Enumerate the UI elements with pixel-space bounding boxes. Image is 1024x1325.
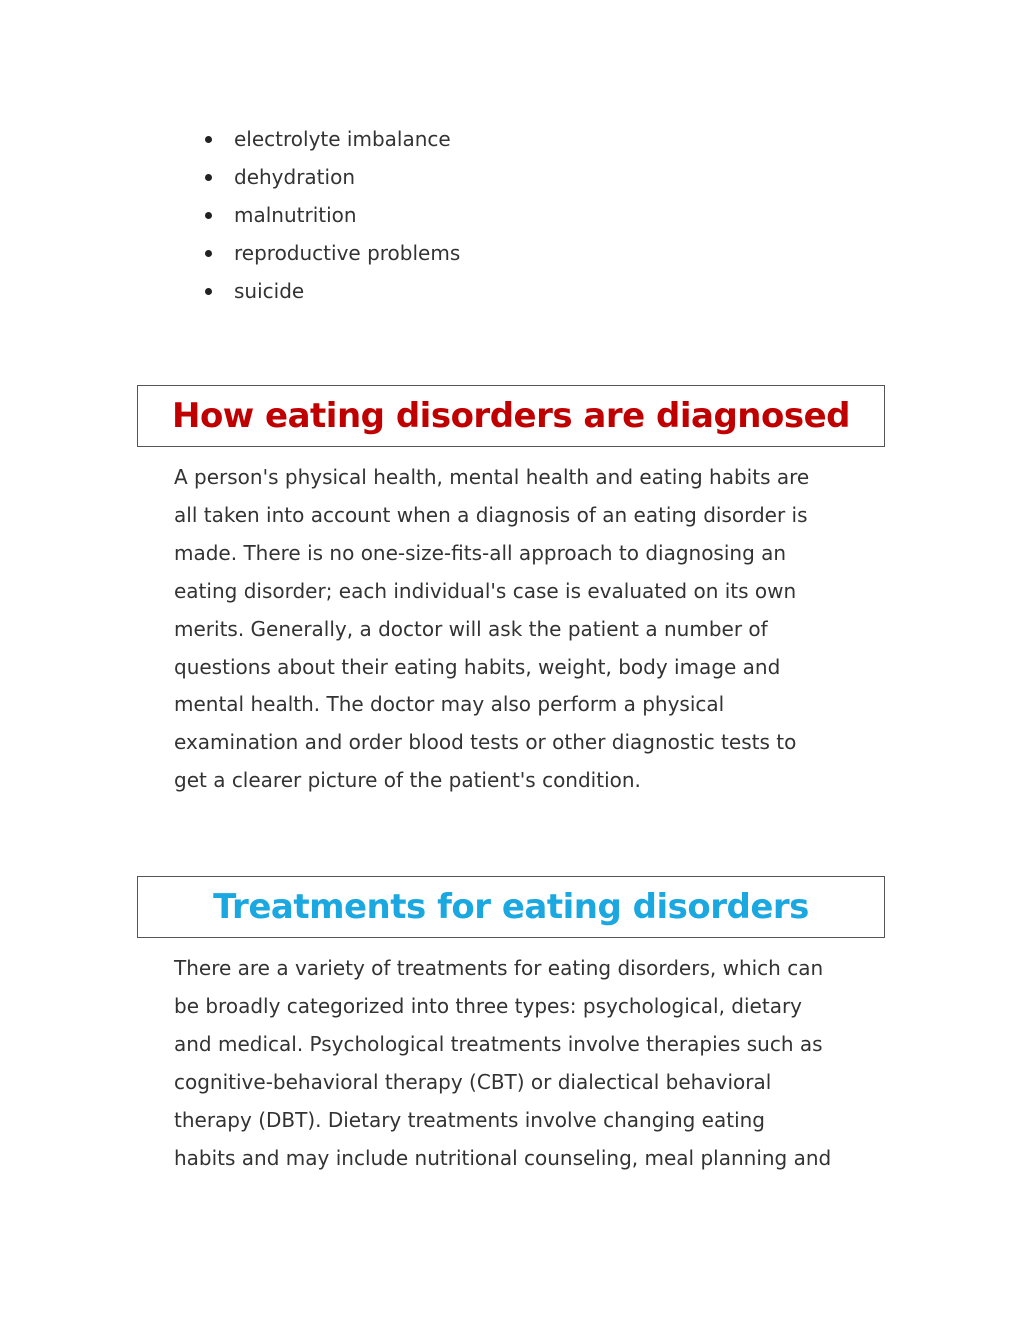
paragraph-line: There are a variety of treatments for eating disorders, which can xyxy=(174,956,824,980)
list-item xyxy=(203,196,460,234)
paragraph-line: therapy (DBT). Dietary treatments involve changing eating xyxy=(174,1107,766,1132)
bullet-icon xyxy=(205,136,212,143)
complications-list xyxy=(203,120,460,310)
paragraph-line: examination and order blood tests or other diagnostic tests to xyxy=(174,730,797,755)
paragraph-line: eating disorder; each individual's case is evaluated on its own xyxy=(174,578,797,603)
bullet-icon xyxy=(205,250,212,257)
paragraph-line: get a clearer picture of the patient's condition. xyxy=(174,768,641,793)
paragraph-line: be broadly categorized into three types: psychological, dietary xyxy=(174,993,803,1018)
paragraph-line: merits. Generally, a doctor will ask the patient a number of xyxy=(174,616,768,641)
paragraph-line: questions about their eating habits, weight, body image and xyxy=(174,654,781,679)
paragraph-line: mental health. The doctor may also perform a physical xyxy=(174,692,725,717)
section-heading-box-treatments xyxy=(137,876,885,938)
paragraph-line: all taken into account when a diagnosis of an eating disorder is xyxy=(174,502,808,527)
bullet-icon xyxy=(205,212,212,219)
list-item xyxy=(203,120,460,158)
paragraph-treatments xyxy=(174,950,854,1177)
section-heading-diagnosis: How eating disorders are diagnosed xyxy=(171,396,851,436)
list-item xyxy=(203,234,460,272)
paragraph-line: habits and may include nutritional counseling, meal planning and xyxy=(174,1145,832,1170)
paragraph-line: A person's physical health, mental health and eating habits are xyxy=(174,465,810,489)
paragraph-line: and medical. Psychological treatments involve therapies such as xyxy=(174,1031,823,1056)
list-item-text: malnutrition xyxy=(234,203,357,227)
bullet-icon xyxy=(205,174,212,181)
paragraph-line: made. There is no one-size-fits-all approach to diagnosing an xyxy=(174,540,787,565)
list-item xyxy=(203,272,460,310)
bullet-icon xyxy=(205,288,212,295)
list-item-text: suicide xyxy=(234,279,305,303)
paragraph-line: cognitive-behavioral therapy (CBT) or dialectical behavioral xyxy=(174,1069,772,1094)
list-item xyxy=(203,158,460,196)
list-item-text: dehydration xyxy=(234,165,355,189)
section-heading-treatments: Treatments for eating disorders xyxy=(213,887,809,927)
list-item-text: reproductive problems xyxy=(234,241,461,265)
list-item-text: electrolyte imbalance xyxy=(234,127,451,151)
section-heading-box-diagnosis xyxy=(137,385,885,447)
paragraph-diagnosis xyxy=(174,459,854,800)
